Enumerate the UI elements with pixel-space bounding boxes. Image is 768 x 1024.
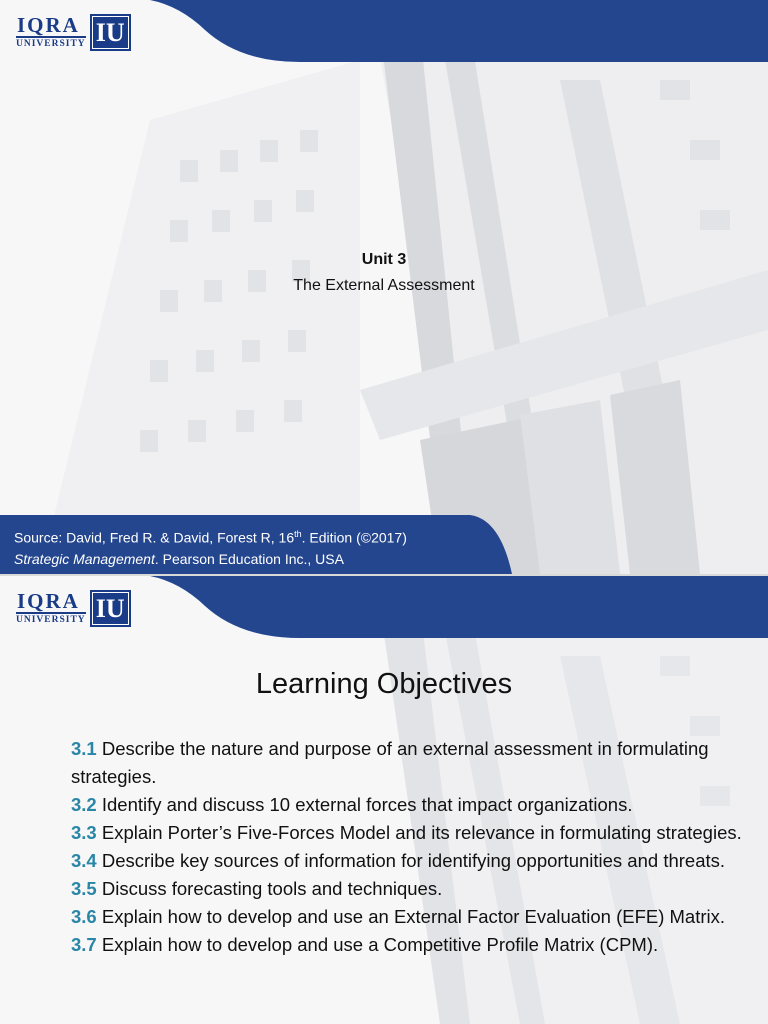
objective-item: 3.6 Explain how to develop and use an External Factor Evaluation (EFE) Matrix. [71,906,726,927]
logo-mark: IU [90,590,131,627]
logo-sub: UNIVERSITY [16,39,86,49]
university-logo [16,13,131,51]
logo-name: IQRA [16,14,86,38]
objective-item: 3.3 Explain Porter’s Five-Forces Model and its relevance in formulating strategies. [71,822,742,843]
objective-item: 3.2 Identify and discuss 10 external forces that impact organizations. [71,794,633,815]
objective-item: 3.1 Describe the nature and purpose of an external assessment in formulating strategies. [71,738,709,787]
objectives-slide [0,576,768,1024]
logo-wordmark [16,14,86,50]
objective-item: 3.7 Explain how to develop and use a Competitive Profile Matrix (CPM). [71,934,659,955]
source-line-2: Strategic Management. Pearson Education Inc., USA [14,550,344,567]
objectives-list [71,735,751,959]
logo-mark: IU [90,14,131,51]
source-line-1: Source: David, Fred R. & David, Forest R, 16th. Edition (©2017) [14,529,407,546]
unit-subtitle: The External Assessment [293,277,475,294]
objective-item: 3.4 Describe key sources of information for identifying opportunities and threats. [71,850,726,871]
logo-sub: UNIVERSITY [16,615,86,625]
logo-wordmark [16,590,86,626]
unit-title: Unit 3 [361,251,407,268]
source-citation [14,524,407,570]
objective-item: 3.5 Discuss forecasting tools and techniques. [71,878,443,899]
logo-name: IQRA [16,590,86,614]
learning-objectives-title: Learning Objectives [255,668,513,700]
university-logo [16,589,131,627]
